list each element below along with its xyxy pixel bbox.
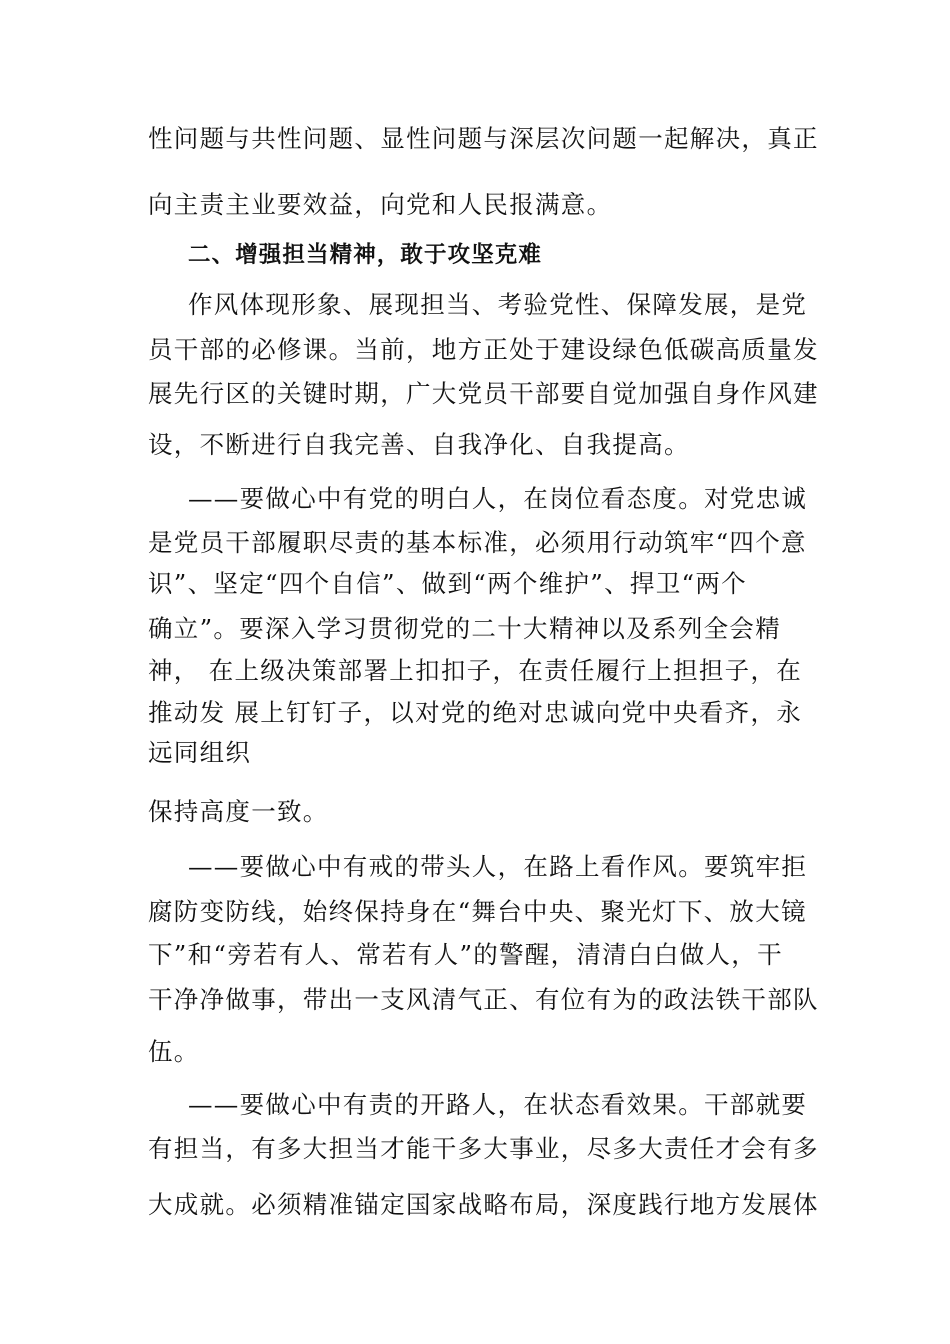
body-text-line: 展先行区的关键时期，广大党员干部要自觉加强自身作风建 bbox=[148, 379, 819, 408]
body-text-line: 大成就。必须精准锚定国家战略布局，深度践行地方发展体 bbox=[148, 1190, 819, 1219]
body-text-line: 确立”。要深入学习贯彻党的二十大精神以及系列全会精 bbox=[148, 614, 782, 643]
body-text-line: 作风体现形象、展现担当、考验党性、保障发展，是党 bbox=[188, 290, 808, 319]
body-text-line: 远同组织 bbox=[148, 738, 252, 767]
body-text-line: 向主责主业要效益，向党和人民报满意。 bbox=[148, 190, 613, 219]
body-text-line: 伍。 bbox=[148, 1037, 200, 1066]
body-text-line: 干净净做事，带出一支风清气正、有位有为的政法铁干部队 bbox=[148, 985, 819, 1014]
body-text-line: 保持高度一致。 bbox=[148, 797, 329, 826]
body-text-line: ——要做心中有责的开路人，在状态看效果。干部就要 bbox=[188, 1090, 808, 1119]
body-text-line: 下”和“旁若有人、常若有人”的警醒，清清白白做人，干 bbox=[148, 940, 783, 969]
body-text-line: 性问题与共性问题、显性问题与深层次问题一起解决，真正 bbox=[148, 124, 819, 153]
body-text-line: 员干部的必修课。当前，地方正处于建设绿色低碳高质量发 bbox=[148, 335, 819, 364]
body-text-line: 推动发 展上钉钉子，以对党的绝对忠诚向党中央看齐，永 bbox=[148, 698, 803, 727]
body-text-line: 有担当，有多大担当才能干多大事业，尽多大责任才会有多 bbox=[148, 1134, 819, 1163]
body-text-line: ——要做心中有党的明白人，在岗位看态度。对党忠诚 bbox=[188, 484, 808, 513]
body-text-line: 设，不断进行自我完善、自我净化、自我提高。 bbox=[148, 430, 690, 459]
body-text-line: 是党员干部履职尽责的基本标准，必须用行动筑牢“四个意 bbox=[148, 528, 807, 557]
body-text-line: 腐防变防线，始终保持身在“舞台中央、聚光灯下、放大镜 bbox=[148, 897, 807, 926]
body-text-line: 识”、坚定“四个自信”、做到“两个维护”、捍卫“两个 bbox=[148, 569, 747, 598]
section-heading: 二、增强担当精神，敢于攻坚克难 bbox=[188, 242, 543, 268]
body-text-line: ——要做心中有戒的带头人，在路上看作风。要筑牢拒 bbox=[188, 852, 808, 881]
body-text-line: 神， 在上级决策部署上扣扣子，在责任履行上担担子，在 bbox=[148, 656, 803, 685]
